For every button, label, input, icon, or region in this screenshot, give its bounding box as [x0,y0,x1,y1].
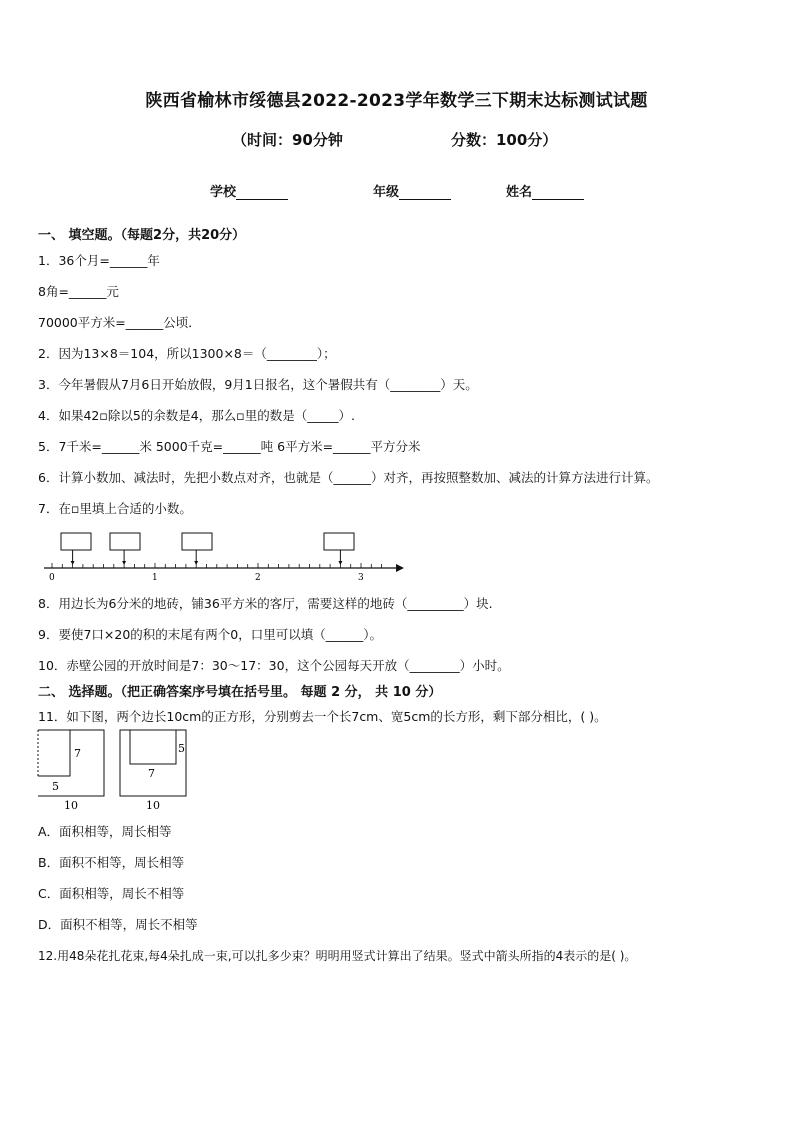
question-3: 3．今年暑假从7月6日开始放假，9月1日报名，这个暑假共有（________）天。 [38,377,478,392]
option-b: B．面积不相等，周长相等 [38,855,185,870]
answer-box-2[interactable] [110,533,140,550]
name-blank [532,185,584,200]
question-4: 4．如果42▫除以5的余数是4，那么▫里的数是（_____）. [38,408,355,423]
school-field [210,181,288,200]
school-label: 学校 [210,185,237,200]
grade-label: 年级 [373,185,400,200]
number-line-figure [38,528,408,586]
school-blank [236,185,288,200]
answer-box-4[interactable] [324,533,354,550]
tick-label-3: 3 [358,573,364,583]
page-title: 陕西省榆林市绥德县2022-2023学年数学三下期末达标测试试题 [145,91,648,111]
exam-score: 分数：100分） [451,131,558,149]
squares-figure [36,728,196,812]
name-label: 姓名 [506,185,533,200]
option-a: A．面积相等，周长相等 [38,824,172,839]
option-d: D．面积不相等，周长不相等 [38,917,198,932]
question-12: 12.用48朵花扎花束,每4朵扎成一束,可以扎多少束？明明用竖式计算出了结果。竖式中箭头所指的4表示的是( )。 [38,949,637,963]
right-label-7: 7 [148,767,155,780]
question-8: 8．用边长为6分米的地砖，铺36平方米的客厅，需要这样的地砖（_________）块. [38,596,493,611]
number-line-arrowhead [396,564,404,572]
right-label-5: 5 [178,742,185,755]
question-6: 6．计算小数加、减法时，先把小数点对齐，也就是（______）对齐，再按照整数加、减法的计算方法进行计算。 [38,470,659,485]
tick-label-1: 1 [152,573,158,583]
option-c: C．面积相等，周长不相等 [38,886,185,901]
question-10: 10．赤壁公园的开放时间是7：30～17：30，这个公园每天开放（________）小时。 [38,658,510,673]
right-label-10: 10 [146,799,160,812]
question-2: 2．因为13×8＝104，所以1300×8＝（________）； [38,346,336,361]
question-9: 9．要使7口×20的积的末尾有两个0，口里可以填（______）。 [38,627,382,642]
tick-label-2: 2 [255,573,261,583]
tick-label-0: 0 [49,573,55,583]
left-cut-edge [38,730,70,776]
left-square-outline [38,730,104,796]
left-label-5: 5 [52,780,59,793]
section-2-heading: 二、 选择题。（把正确答案序号填在括号里。 每题 2 分， 共 10 分） [38,685,442,700]
question-7: 7．在▫里填上合适的小数。 [38,501,192,516]
question-1a: 1．36个月=______年 [38,253,160,268]
answer-box-1[interactable] [61,533,91,550]
exam-time: （时间：90分钟 [232,131,343,149]
answer-box-3[interactable] [182,533,212,550]
left-label-10: 10 [64,799,78,812]
left-label-7: 7 [74,747,81,760]
question-11: 11．如下图，两个边长10cm的正方形，分别剪去一个长7cm、宽5cm的长方形，剩下部分相比，( )。 [38,709,607,724]
grade-blank [399,185,451,200]
section-1-heading: 一、 填空题。（每题2分，共20分） [38,228,246,243]
question-5: 5．7千米=______米 5000千克=______吨 6平方米=______平方分米 [38,439,421,454]
right-cut-edge [130,730,176,764]
grade-field [373,181,451,200]
number-line-ticks [52,563,382,568]
question-1c: 70000平方米=______公顷． [38,315,201,330]
name-field [506,181,584,200]
question-1b: 8角=______元 [38,284,119,299]
